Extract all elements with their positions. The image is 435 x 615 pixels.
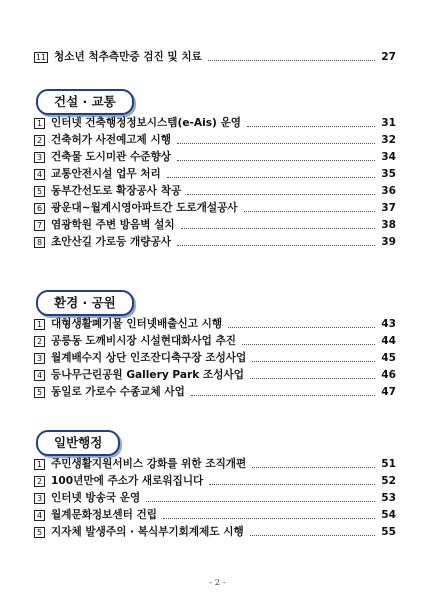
dotted-leader: [244, 211, 376, 212]
toc-entry: [34, 132, 396, 148]
toc-entry: [34, 166, 396, 182]
dotted-leader: [252, 361, 375, 362]
toc-entry-page: 53: [381, 492, 396, 504]
item-number-box: 3: [34, 353, 45, 364]
dotted-leader: [242, 344, 375, 345]
toc-entry-title: 건축허가 사전예고제 시행: [51, 134, 171, 146]
toc-entry: [34, 384, 396, 400]
toc-entry-page: 36: [381, 185, 396, 197]
item-number-box: 4: [34, 370, 45, 381]
item-number-box: 2: [34, 336, 45, 347]
toc-entry-page: 54: [381, 509, 396, 521]
dotted-leader: [177, 160, 375, 161]
dotted-leader: [250, 378, 375, 379]
toc-entry: [34, 316, 396, 332]
toc-entry: [34, 524, 396, 540]
item-number-box: 7: [34, 220, 45, 231]
item-number-box: 5: [34, 186, 45, 197]
toc-entry: [34, 183, 396, 199]
dotted-leader: [191, 395, 375, 396]
toc-entry-title: 대형생활폐기물 인터넷배출신고 시행: [51, 318, 223, 330]
toc-entry-title: 인터넷 건축행정정보시스템(e-Ais) 운영: [51, 117, 242, 129]
toc-entry: [34, 49, 396, 65]
toc-entry-title: 월계배수지 상단 인조잔디축구장 조성사업: [51, 352, 247, 364]
toc-entry-title: 인터넷 방송국 운영: [51, 492, 141, 504]
dotted-leader: [187, 194, 375, 195]
toc-entry-page: 44: [381, 335, 396, 347]
toc-entry-page: 51: [381, 458, 396, 470]
toc-entry-page: 39: [381, 236, 396, 248]
toc-entry: [34, 333, 396, 349]
item-number-box: 5: [34, 387, 45, 398]
toc-entry-page: 34: [381, 151, 396, 163]
toc-entry-title: 동일로 가로수 수종교체 사업: [51, 386, 185, 398]
toc-entry: [34, 149, 396, 165]
dotted-leader: [208, 60, 375, 61]
toc-entry: [34, 200, 396, 216]
item-number-box: 1: [34, 118, 45, 129]
toc-entry: [34, 350, 396, 366]
toc-entry: [34, 456, 396, 472]
toc-entry-page: 37: [381, 202, 396, 214]
toc-entry: [34, 217, 396, 233]
dotted-leader: [250, 535, 376, 536]
dotted-leader: [181, 228, 376, 229]
item-number-box: 3: [34, 493, 45, 504]
toc-entry-page: 35: [381, 168, 396, 180]
item-number-box: 4: [34, 510, 45, 521]
section-heading-construction-transport: 건설 · 교통: [36, 89, 134, 115]
toc-entry-page: 45: [381, 352, 396, 364]
toc-entry: [34, 367, 396, 383]
item-number-box: 2: [34, 135, 45, 146]
item-number-box: 4: [34, 169, 45, 180]
dotted-leader: [177, 143, 375, 144]
toc-entry-page: 46: [381, 369, 396, 381]
item-number-box: 8: [34, 237, 45, 248]
dotted-leader: [228, 327, 375, 328]
toc-entry-title: 동부간선도로 확장공사 착공: [51, 185, 182, 197]
dotted-leader: [163, 518, 375, 519]
item-number-box: 2: [34, 476, 45, 487]
item-number-box: 3: [34, 152, 45, 163]
item-number-box: 1: [34, 459, 45, 470]
section-heading-environment-parks: 환경 · 공원: [36, 290, 134, 316]
toc-entry-title: 건축물 도시미관 수준향상: [51, 151, 171, 163]
item-number-box: 5: [34, 527, 45, 538]
page-number-footer: - 2 -: [209, 578, 226, 588]
toc-entry: [34, 473, 396, 489]
toc-entry: [34, 115, 396, 131]
toc-entry-page: 47: [381, 386, 396, 398]
toc-entry-title: 광운대~월계시영아파트간 도로개설공사: [51, 202, 238, 214]
dotted-leader: [209, 484, 375, 485]
toc-entry-title: 지자체 발생주의 · 복식부기회계제도 시행: [51, 526, 244, 538]
item-number-box: 6: [34, 203, 45, 214]
section-heading-general-administration: 일반행정: [36, 430, 120, 456]
toc-entry-title: 교통안전시설 업무 처리: [51, 168, 161, 180]
toc-entry-page: 32: [381, 134, 396, 146]
toc-entry-title: 청소년 척추측만증 검진 및 치료: [54, 51, 202, 63]
dotted-leader: [252, 467, 375, 468]
dotted-leader: [146, 501, 375, 502]
toc-entry-page: 38: [381, 219, 396, 231]
toc-entry: [34, 234, 396, 250]
toc-entry-page: 31: [381, 117, 396, 129]
toc-entry-page: 52: [381, 475, 396, 487]
dotted-leader: [177, 245, 375, 246]
item-number-box: 11: [35, 52, 47, 62]
item-number-box: 1: [34, 319, 45, 330]
toc-entry-title: 염광학원 주변 방음벽 설치: [51, 219, 175, 231]
toc-entry-title: 월계문화정보센터 건립: [51, 509, 158, 521]
toc-entry-page: 43: [381, 318, 396, 330]
toc-entry-title: 등나무근린공원 Gallery Park 조성사업: [51, 369, 244, 381]
toc-entry: [34, 490, 396, 506]
toc-entry: [34, 507, 396, 523]
toc-entry-title: 초안산길 가로등 개량공사: [51, 236, 171, 248]
toc-entry-page: 55: [381, 526, 396, 538]
toc-entry-page: 27: [381, 51, 396, 63]
toc-entry-title: 공릉동 도깨비시장 시설현대화사업 추진: [51, 335, 237, 347]
toc-entry-title: 주민생활지원서비스 강화를 위한 조직개편: [51, 458, 247, 470]
dotted-leader: [167, 177, 376, 178]
dotted-leader: [247, 126, 375, 127]
toc-entry-title: 100년만에 주소가 새로워집니다: [51, 475, 204, 487]
